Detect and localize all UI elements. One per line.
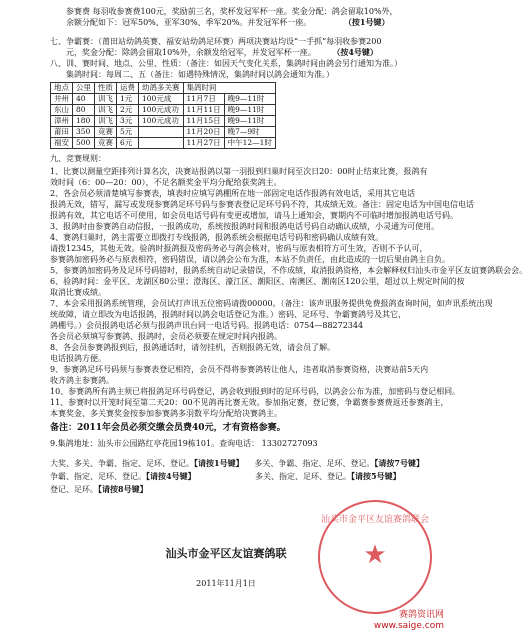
table-cell: 训飞 <box>95 94 117 105</box>
rule-line: 参赛鸽加密码务必与原表相符，密码错误，请以鸽会公布为准，本站不负责任，由此造成的一切后果由鸽主自负。 <box>50 255 450 264</box>
table-cell: 1元 <box>117 94 139 105</box>
table-cell: 2元 <box>117 105 139 116</box>
rule-line: 本赛奖金、多关赛奖金按参加参赛鸽多羽数平均分配给决赛鸽主。 <box>50 409 282 418</box>
table-cell <box>139 138 184 149</box>
table-cell <box>139 127 184 138</box>
rule-line: 报鸽无效，错写，漏写或发现参赛鸽足环号码与参赛表登记足环号码不符，其成绩无效。备注：固定电话为中国电信电话 <box>50 200 474 209</box>
table-header-cell: 运费 <box>117 83 139 94</box>
table-cell: 11月15日 <box>183 116 224 127</box>
table-cell: 80 <box>73 105 95 116</box>
table-cell: 11月11日 <box>183 105 224 116</box>
table-row <box>51 138 276 149</box>
rule-line: 4、赛鸽归巢时，鸽主需要立即拨打专线报鸽，报鸽系统会根据电话号码和密码确认成绩有效。 <box>50 233 384 242</box>
key-label: 【请按7号键】 <box>374 458 424 468</box>
command-row: 登记、足环。【请按8号键】 <box>50 484 148 494</box>
table-row <box>51 94 276 105</box>
rule-line: 6、验鸽时间：金平区、龙湖区80公里；澄海区、濠江区、潮阳区、南澳区、潮南区120公里，超过以上规定时间的按 <box>50 277 465 286</box>
table-cell: 福安 <box>51 138 73 149</box>
section8-line-1: 八、训、赛时间、地点、公里、性质：（备注：如因天气变化关系，集鸽时间由鸽会另行通知为准。） <box>50 59 402 68</box>
table-cell: 11月20日 <box>183 127 224 138</box>
rule-line: 1、比赛以测量空距排列计算名次，决赛站报鸽以第一羽报到归巢时间至次日20：00时止结束比赛，报鸽有 <box>50 167 428 176</box>
key-label: 【请按1号键】 <box>194 458 244 468</box>
command-row: 争霸、指定、足环、登记。【请按4号键】 多关、指定、足环、登记。【请按5号键】 <box>50 471 401 481</box>
organization-name: 汕头市金平区友谊赛鸽联 <box>165 547 287 560</box>
table-cell: 晚9—11时 <box>224 94 275 105</box>
schedule-table <box>50 82 276 149</box>
table-header-cell: 幼鸽多关赛 <box>139 83 184 94</box>
table-row <box>51 116 276 127</box>
table-cell: 东山 <box>51 105 73 116</box>
phone-key-commands <box>50 457 424 496</box>
rule-line: 各会员必须填写参赛鸽、报鸽时，会员必须要在规定时间内报鸽。 <box>50 332 282 341</box>
table-cell: 5元 <box>117 127 139 138</box>
rule-line: 统故障，请立即改为电话报鸽，报鸽时间以鸽会电话登记为准。）密码、足环号、争霸赛鸽号及其它， <box>50 310 406 319</box>
table-cell: 6元 <box>117 138 139 149</box>
section7-line-1: 七、争霸赛：（莆田站幼鸽英赛、福安站幼鸽足环赛）两项决赛站均设“一手抓”每羽收参赛200 <box>50 37 382 46</box>
rule-line: 3、报鸽时由参赛鸽自动信报，一报鸽成功，系统按报鸽时间和报鸽电话号码自动确认成绩，小灵通为可使用。 <box>50 222 440 231</box>
table-cell: 竞赛 <box>95 127 117 138</box>
rule-line: 鸽棚号。）会员报鸽电话必须与报鸽声讯台同一电话号码。报鸽电话：0754—88272344 <box>50 321 364 330</box>
site-watermark: 赛鸽资讯网 www.saige.com <box>373 610 444 631</box>
table-cell: 晚7—9时 <box>224 127 275 138</box>
star-icon: ★ <box>363 540 387 570</box>
table-cell: 中午12—1时 <box>224 138 275 149</box>
rule-line: 收齐鸽主参赛鸽。 <box>50 376 114 385</box>
collection-address: 9.集鸽地址：汕头市公园路红亭花园19栋101。查询电话： 13302727093 <box>50 439 318 448</box>
rule-line: 电话报鸽方便。 <box>50 354 106 363</box>
table-header-cell: 集鸽时间 <box>183 83 275 94</box>
table-cell: 漳州 <box>51 116 73 127</box>
table-row <box>51 127 276 138</box>
rules-list <box>50 166 527 419</box>
table-cell: 500 <box>73 138 95 149</box>
table-header-cell: 地点 <box>51 83 73 94</box>
seal-text: 汕头市金平区友谊赛鸽联会 <box>320 515 429 525</box>
table-cell: 莆田 <box>51 127 73 138</box>
intro-key: （按1号键） <box>343 17 390 27</box>
membership-note: 备注：2011年会员必须交缴会员费40元，才有资格参赛。 <box>50 423 286 433</box>
table-header-cell: 公里 <box>73 83 95 94</box>
table-cell: 晚9—11时 <box>224 116 275 127</box>
rule-line: 取消比赛成绩。 <box>50 288 106 297</box>
rule-line: 报鸽有效，其它电话不可使用，如会员电话号码有变更或增加，请马上通知会，赛期内不可临时增加报鸽电话号码。 <box>50 211 458 220</box>
key-label: 【请按5号键】 <box>351 471 401 481</box>
table-cell: 350 <box>73 127 95 138</box>
section8-line-2: 集鸽时间：每周二、五（备注：如遇特殊情况，集鸽时间以鸽会通知为准。） <box>66 70 334 79</box>
table-cell: 100元成功 <box>139 105 184 116</box>
section9-title: 九、竞赛规则： <box>50 154 106 163</box>
key-label: 【请按4号键】 <box>146 471 196 481</box>
table-cell: 晚9—11时 <box>224 105 275 116</box>
table-cell: 11月27日 <box>183 138 224 149</box>
rule-line: 请拨12345，其他无效。验鸽时报鸽报及密码务必与鸽会核对，密码与原表相符方可生效，否则不予认可， <box>50 244 428 253</box>
rule-line: 9、参赛鸽足环号码须与参赛表登记相符，会员不得将参赛鸽转让他人，违者取消参赛资格，决赛站前5天内 <box>50 365 429 374</box>
rule-line: 2、各会员必须清楚填写参赛表，填表时应填写鸽棚所在地一部固定电话作报鸽有效电话，采用其它电话 <box>50 189 416 198</box>
rule-line: 5、参赛鸽加密码务及足环号码错时，报鸽系统自动记录错误，不作成绩，取消报鸽资格，本会解释权归汕头市金平区友谊赛鸽联会会。 <box>50 266 527 275</box>
contact-phone: 13302727093 <box>261 439 318 448</box>
table-cell: 井州 <box>51 94 73 105</box>
rule-line: 10、参赛鸽所有鸽主须已将报鸽足环号码登记，鸽会收到报到时的足环号码，以鸽会公布为准，加密码与登记相同。 <box>50 387 461 396</box>
table-cell: 3元 <box>117 116 139 127</box>
table-header-cell: 性质 <box>95 83 117 94</box>
rule-line: 效时间（6：00—20：00），不足名额奖金平均分配给获奖鸽主。 <box>50 178 282 187</box>
table-header-row <box>51 83 276 94</box>
table-row <box>51 105 276 116</box>
table-cell: 竞赛 <box>95 138 117 149</box>
rule-line: 7、本会采用报鸽系统管理，会员试打声讯五位密码请拨00000。（备注：该声讯服务提供免费报鸽查询时间，如声讯系统出现 <box>50 299 493 308</box>
table-cell: 40 <box>73 94 95 105</box>
rule-line: 11、参赛时以开笼时间至第二天20：00不见鸽再比赛无效。参加指定赛，登记赛，争霸赛参赛费返还参赛鸽主， <box>50 398 449 407</box>
command-row: 大奖、多关、争霸、指定、足环、登记。【请按1号键】 多关、争霸、指定、足环、登记。【请按7号键】 <box>50 458 424 468</box>
rule-line: 8、各会员参赛鸽报到后，报鸽通话时，请勿挂机，否则报鸽无效，请会员了解。 <box>50 343 336 352</box>
table-cell: 100元成 <box>139 94 184 105</box>
table-cell: 训飞 <box>95 105 117 116</box>
intro-line-2: 余额分配如下：冠军50%、亚军30%、季军20%。并发冠军杯一座。 （按1号键） <box>66 17 390 27</box>
key-label: 【请按8号键】 <box>98 484 148 494</box>
table-cell: 100元成功 <box>139 116 184 127</box>
intro-line-1: 参赛费 每羽收参赛费100元，奖励前三名，奖杯发冠军杯一座。奖金分配：鸽会留取10%外， <box>66 7 398 16</box>
table-cell: 11月7日 <box>183 94 224 105</box>
issue-date: 2011年11月1日 <box>196 579 256 588</box>
section7-line-2: 元，奖金分配：除鸽会留取10%外，余额发给冠军，并发冠军杯一座。 （按4号键） <box>66 47 378 57</box>
table-cell: 180 <box>73 116 95 127</box>
section7-key: （按4号键） <box>332 47 378 57</box>
table-cell: 训飞 <box>95 116 117 127</box>
